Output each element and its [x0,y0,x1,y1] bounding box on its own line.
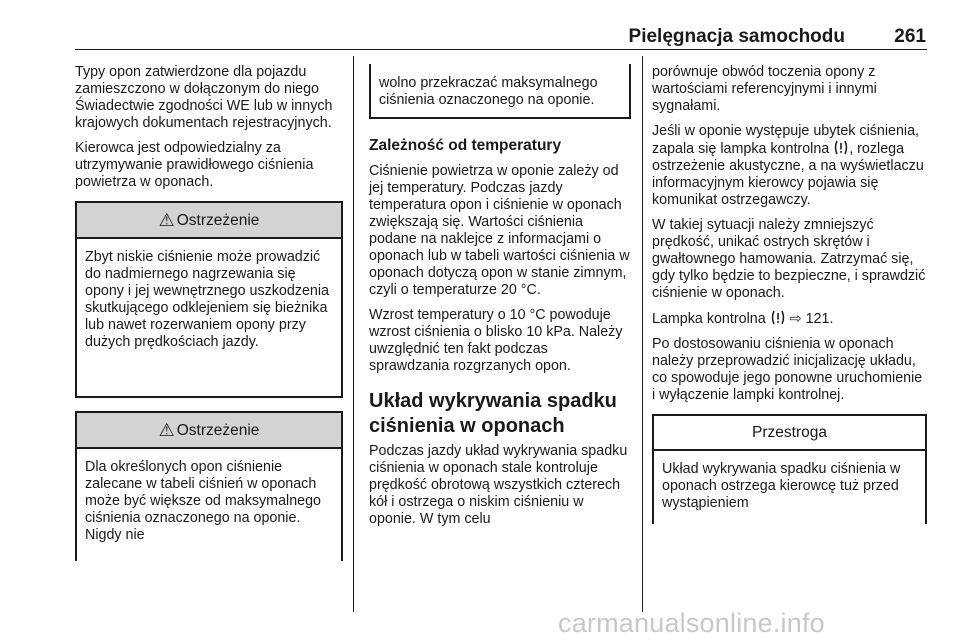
paragraph-reduce-speed: W takiej sytuacji należy zmniejszyć prędkość, unikać ostrych skrętów i gwałtownego hamowania. Zatrzymać się, gdy tylko będzie to bezpieczne, i sprawdzić ciśnienie w oponach. [652,217,926,301]
page-reference-arrow-icon[interactable]: ⇨ [789,311,802,327]
page-header-title: Pielęgnacja samochodu [628,26,845,47]
column-divider-2 [642,56,643,612]
tire-pressure-warning-icon [833,140,849,155]
warning-box-1-text: Zbyt niskie ciśnienie może prowadzić do nadmiernego nagrzewania się opony i jej wewnętrznego uszkodzenia skutkującego odklejeniem się bieżnika lub nawet rozerwaniem opony przy dużych prędkościach jazdy. [85,249,329,350]
paragraph-temperature: Ciśnienie powietrza w oponie zależy od jej temperatury. Podczas jazdy temperatura opon i ciśnienie w oponach zwiększają się. Wartości ciśnienia podane na naklejce z informacjami o oponach lub w tabeli wartości ciśnienia w oponach dotyczą opon w stanie zimnym, czyli o temperaturze 20 °C. [369,163,630,298]
control-lamp-label: Lampka kontrolna [652,311,766,327]
paragraph-rolling-circumference: porównuje obwód toczenia opony z wartościami referencyjnymi i innymi sygnałami. [652,64,877,114]
caution-box-text: Układ wykrywania spadku ciśnienia w oponach ostrzega kierowcę tuż przed wystąpieniem [662,461,901,511]
page-number: 261 [894,26,926,47]
heading-tyre-pressure-loss-detection: Układ wykrywania spadku ciśnienia w oponach [369,390,617,437]
warning-box-2-continuation [369,64,631,119]
column-divider-1 [353,56,354,612]
caution-box-title: Przestroga [654,416,925,451]
warning-triangle-icon: ⚠ [158,420,175,440]
caution-box [652,414,927,524]
paragraph-pressure-loss-b: , rozlega ostrzeżenie akustyczne, a na wyświetlaczu informacyjnym kierowcy pojawia się komunikat ostrzegawczy. [652,141,924,208]
paragraph-pressure-loss [652,123,927,209]
paragraph-control-lamp-reference [652,310,927,328]
warning-box-2-text: Dla określonych opon ciśnienie zalecane w tabeli ciśnień w oponach może być większe od maksymalnego ciśnienia oznaczonego na oponie. Nigdy nie [85,459,321,543]
paragraph-approved-tyres: Typy opon zatwierdzone dla pojazdu zamieszczono w dołączonym do niego Świadectwie zgodności WE lub w innych krajowych dokumentach rejestracyjnych. [75,64,333,131]
tire-pressure-warning-icon [770,310,786,325]
heading-temperature-dependency: Zależność od temperatury [369,137,562,154]
paragraph-initialisation: Po dostosowaniu ciśnienia w oponach należy przeprowadzić inicjalizację układu, co spowoduje jego ponowne uruchomienie i wyłączenie lampki kontrolnej. [652,336,923,403]
warning-box-2-header [77,413,341,449]
warning-box-1-title: Ostrzeżenie [176,212,260,229]
warning-box-2-title: Ostrzeżenie [176,422,260,439]
paragraph-temperature-increase: Wzrost temperatury o 10 °C powoduje wzrost ciśnienia o blisko 10 kPa. Należy uwzględnić ten fakt podczas sprawdzania rozgrzanych opon. [369,307,623,374]
paragraph-pressure-loss-a: Jeśli w oponie występuje ubytek ciśnienia, zapala się lampka kontrolna [652,123,920,157]
column-2 [369,64,631,536]
warning-box-1 [75,201,343,398]
warning-box-1-header [77,203,341,239]
warning-triangle-icon: ⚠ [158,210,175,230]
paragraph-driver-responsibility: Kierowca jest odpowiedzialny za utrzymywanie prawidłowego ciśnienia powietrza w oponach. [75,140,314,190]
column-3 [652,64,927,524]
page-reference-link[interactable]: 121. [805,311,834,327]
warning-box-2 [75,411,343,561]
watermark: carmanualsonline.info [558,608,825,638]
paragraph-detection-system: Podczas jazdy układ wykrywania spadku ciśnienia w oponach stale kontroluje prędkość obrotową wszystkich czterech kół i ostrzega o niskim ciśnieniu w oponie. W tym celu [369,443,628,527]
column-1 [75,64,343,561]
warning-box-2-continuation-text: wolno przekraczać maksymalnego ciśnienia oznaczonego na oponie. [379,75,598,108]
header-divider [75,49,927,50]
